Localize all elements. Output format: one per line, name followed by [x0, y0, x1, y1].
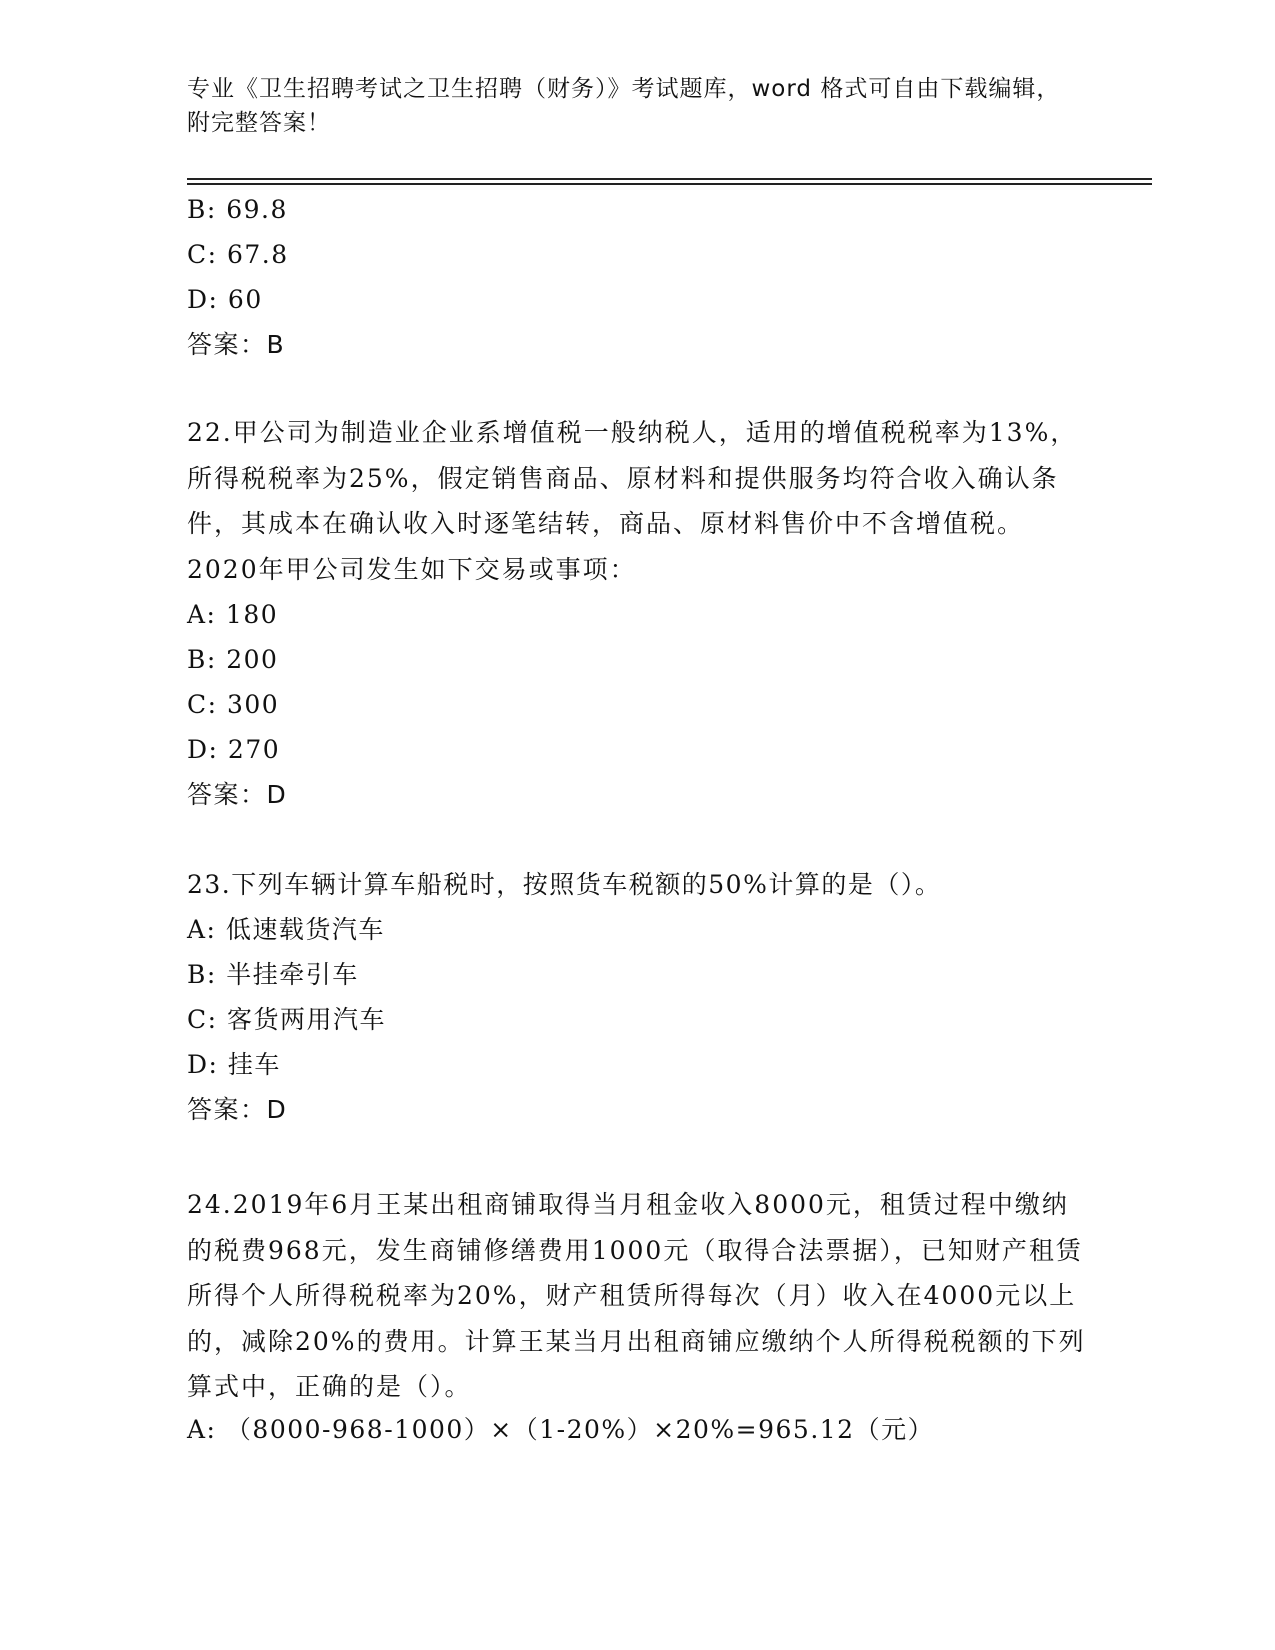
- q22-option-d: D: 270: [187, 735, 281, 764]
- q21-option-b: B: 69.8: [187, 195, 288, 224]
- q23-answer: 答案：D: [187, 1095, 288, 1124]
- q23-option-c: C: 客货两用汽车: [187, 1005, 386, 1034]
- q24-option-a: A: （8000-968-1000）×（1-20%）×20%=965.12（元）: [187, 1415, 935, 1444]
- q22-option-c: C: 300: [187, 690, 280, 719]
- header-divider-bottom: [187, 183, 1152, 185]
- q23-stem: 23.下列车辆计算车船税时，按照货车税额的50%计算的是（）。: [187, 870, 942, 899]
- q22-option-a: A: 180: [187, 600, 279, 629]
- q23-option-d: D: 挂车: [187, 1050, 281, 1079]
- q21-option-d: D: 60: [187, 285, 263, 314]
- header-divider-top: [187, 178, 1152, 180]
- q21-option-c: C: 67.8: [187, 240, 289, 269]
- q21-answer: 答案：B: [187, 330, 286, 359]
- q22-stem: 22.甲公司为制造业企业系增值税一般纳税人，适用的增值税税率为13%，所得税税率为25%，假定销售商品、原材料和提供服务均符合收入确认条件，其成本在确认收入时逐笔结转，商品、原材料售价中不含增值税。2020年甲公司发生如下交易或事项：: [187, 418, 1078, 584]
- document-header: 专业《卫生招聘考试之卫生招聘（财务）》考试题库，word 格式可自由下载编辑，附完整答案！: [187, 76, 1061, 136]
- q22-answer: 答案：D: [187, 780, 288, 809]
- q23-option-a: A: 低速载货汽车: [187, 915, 385, 944]
- q22-option-b: B: 200: [187, 645, 279, 674]
- q23-option-b: B: 半挂牵引车: [187, 960, 359, 989]
- q24-stem: 24.2019年6月王某出租商铺取得当月租金收入8000元，租赁过程中缴纳的税费968元，发生商铺修缮费用1000元（取得合法票据），已知财产租赁所得个人所得税税率为20%，财产租赁所得每次（月）收入在4000元以上的，减除20%的费用。计算王某当月出租商铺应缴纳个人所得税税额的下列算式中，正确的是（）。: [187, 1190, 1086, 1401]
